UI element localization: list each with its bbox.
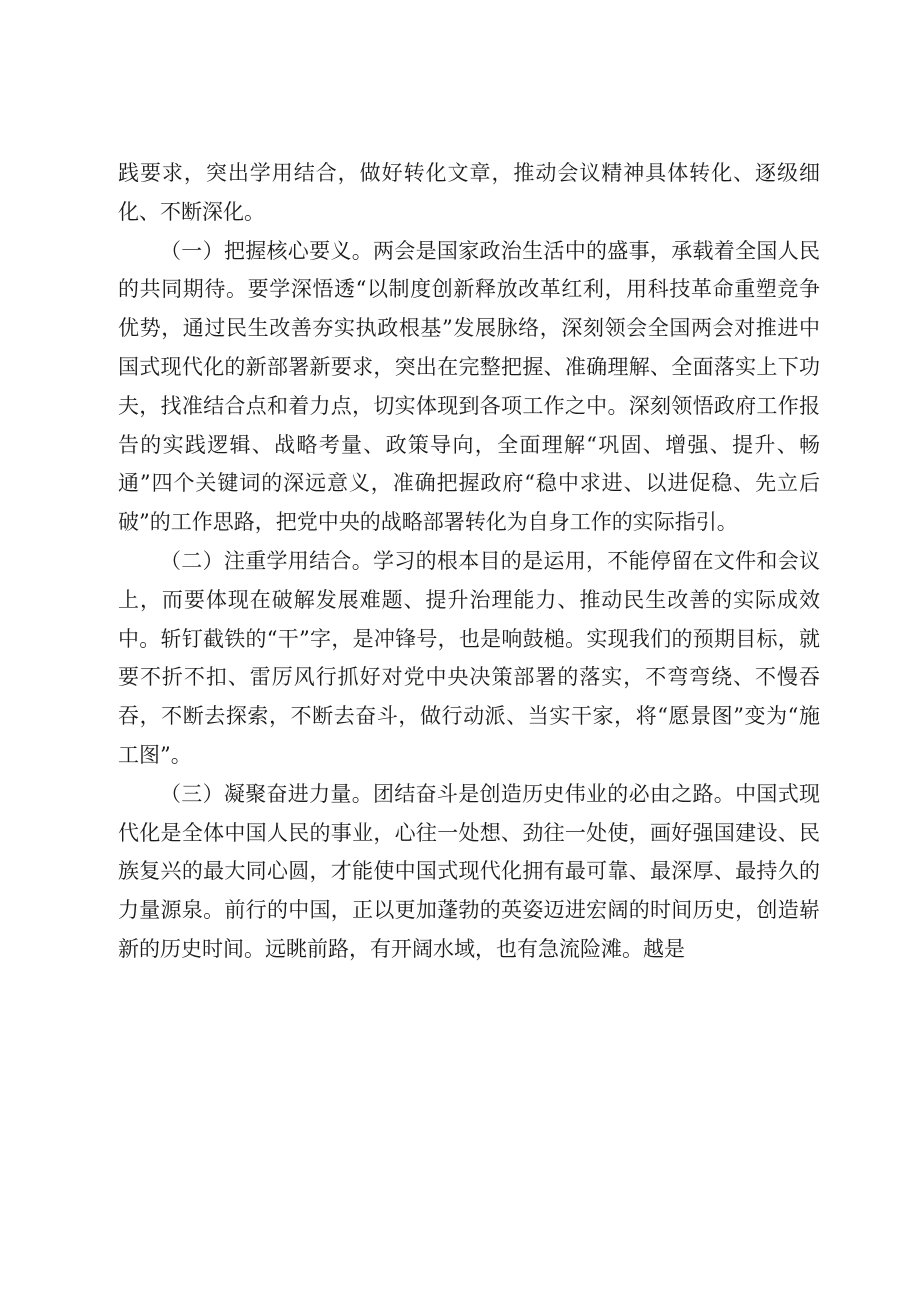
- document-body: [118, 154, 820, 969]
- paragraph-section-2: （二）注重学用结合。学习的根本目的是运用，不能停留在文件和会议上，而要体现在破解发展难题、提升治理能力、推动民生改善的实际成效中。斩钉截铁的“干”字，是冲锋号，也是响鼓槌。实现我们的预期目标，就要不折不扣、雷厉风行抓好对党中央决策部署的落实，不弯弯绕、不慢吞吞，不断去探索，不断去奋斗，做行动派、当实干家，将“愿景图”变为“施工图”。: [118, 548, 820, 767]
- paragraph-section-3: （三）凝聚奋进力量。团结奋斗是创造历史伟业的必由之路。中国式现代化是全体中国人民的事业，心往一处想、劲往一处使，画好强国建设、民族复兴的最大同心圆，才能使中国式现代化拥有最可靠、最深厚、最持久的力量源泉。前行的中国，正以更加蓬勃的英姿迈进宏阔的时间历史，创造崭新的历史时间。远眺前路，有开阔水域，也有急流险滩。越是: [118, 781, 820, 961]
- paragraph-section-1: （一）把握核心要义。两会是国家政治生活中的盛事，承载着全国人民的共同期待。要学深悟透“以制度创新释放改革红利，用科技革命重塑竞争优势，通过民生改善夯实执政根基”发展脉络，深刻领会全国两会对推进中国式现代化的新部署新要求，突出在完整把握、准确理解、全面落实上下功夫，找准结合点和着力点，切实体现到各项工作之中。深刻领悟政府工作报告的实践逻辑、战略考量、政策导向，全面理解“巩固、增强、提升、畅通”四个关键词的深远意义，准确把握政府“稳中求进、以进促稳、先立后破”的工作思路，把党中央的战略部署转化为自身工作的实际指引。: [118, 238, 820, 535]
- paragraph-continuation: 践要求，突出学用结合，做好转化文章，推动会议精神具体转化、逐级细化、不断深化。: [118, 161, 820, 224]
